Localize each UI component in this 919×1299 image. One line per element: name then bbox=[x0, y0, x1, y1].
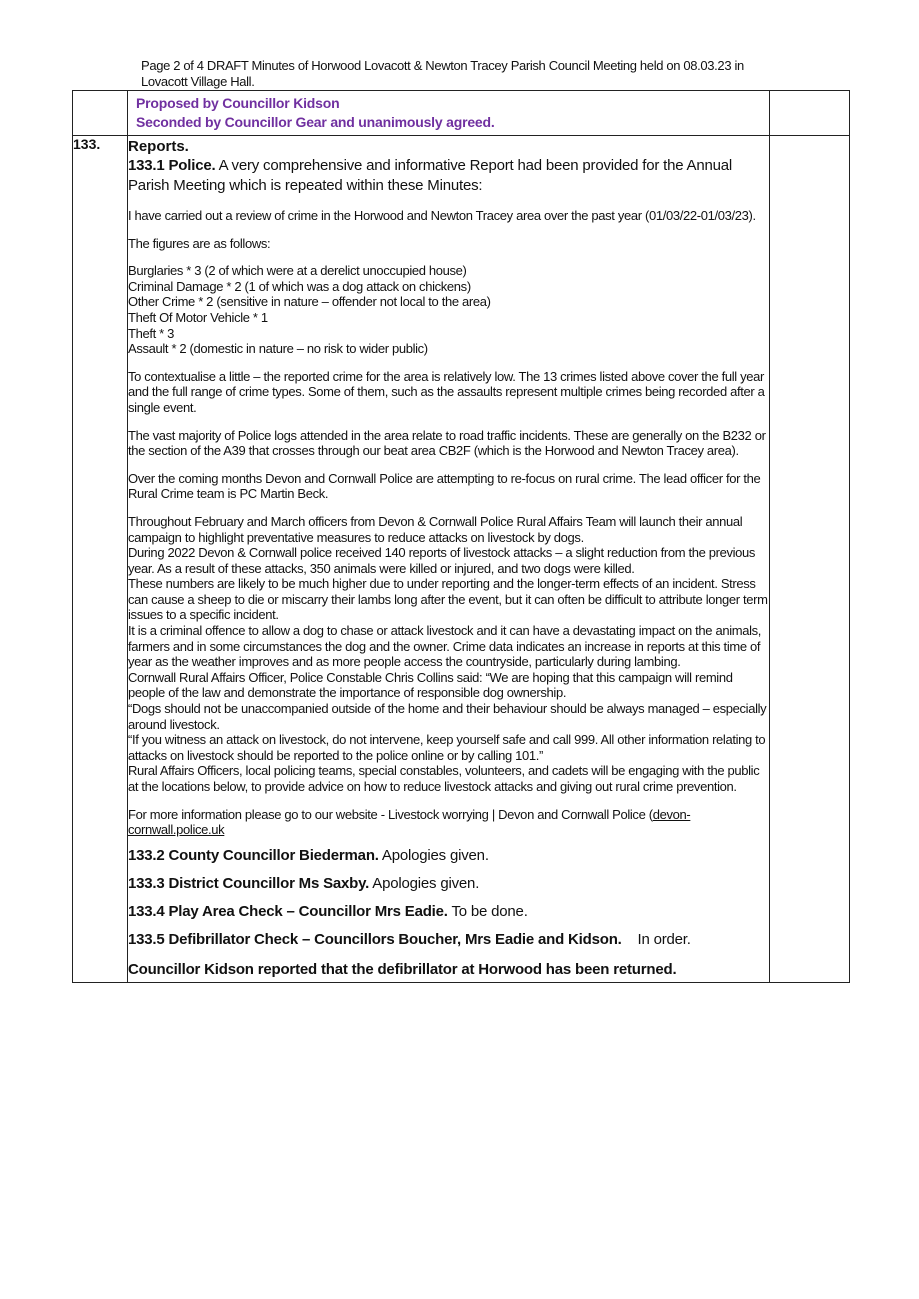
item-number-cell bbox=[73, 91, 128, 136]
subitem-text: Apologies given. bbox=[378, 846, 489, 864]
more-info-text: For more information please go to our website - Livestock worrying | Devon and Cornwall Police ( bbox=[128, 806, 653, 822]
page-header: Page 2 of 4 DRAFT Minutes of Horwood Lovacott & Newton Tracey Parish Council Meeting held on 08.03.23 in Lovacott Village Hall. bbox=[141, 58, 744, 89]
subitem-text: To be done. bbox=[447, 902, 528, 920]
item-content-cell bbox=[128, 136, 770, 983]
seconded-line: Seconded by Councillor Gear and unanimously agreed. bbox=[136, 114, 495, 130]
campaign-paragraph: Cornwall Rural Affairs Officer, Police Constable Chris Collins said: “We are hoping that this campaign will remind people of the law and demonstrate the importance of responsible dog ownership. bbox=[128, 669, 733, 701]
subitem-133-5 bbox=[128, 930, 769, 950]
subitem-133-2 bbox=[128, 846, 769, 866]
subitem-label: 133.2 County Councillor Biederman. bbox=[128, 846, 379, 864]
traffic-paragraph: The vast majority of Police logs attended in the area relate to road traffic incidents. These are generally on the B232 or the section of the A39 that crosses through our beat area CB2F (which is the Horwood and Newton Tracey area). bbox=[128, 427, 766, 459]
table-row bbox=[73, 136, 850, 983]
campaign-paragraph: Rural Affairs Officers, local policing teams, special constables, volunteers, and cadets will be engaging with the public at the locations below, to provide advice on how to reduce livestock attacks and giving out rural crime prevention. bbox=[128, 763, 760, 794]
police-label: 133.1 Police. bbox=[128, 157, 216, 174]
subitem-label: 133.3 District Councillor Ms Saxby. bbox=[128, 874, 370, 892]
campaign-section bbox=[128, 514, 769, 795]
reports-heading: Reports. bbox=[128, 138, 189, 155]
police-website-link[interactable]: devon-cornwall.police.uk bbox=[128, 806, 691, 838]
campaign-paragraph: Throughout February and March officers from Devon & Cornwall Police Rural Affairs Team will launch their annual campaign to highlight preventative measures to reduce attacks on livestock by dogs. bbox=[128, 513, 743, 545]
list-item: Burglaries * 3 (2 of which were at a derelict unoccupied house) bbox=[128, 263, 467, 279]
rural-crime-paragraph: Over the coming months Devon and Cornwall Police are attempting to re-focus on rural crime. The lead officer for the Rural Crime team is PC Martin Beck. bbox=[128, 470, 761, 502]
campaign-paragraph: “If you witness an attack on livestock, do not intervene, keep yourself safe and call 999. All other information relating to attacks on livestock should be reported to the police online or by calling 101.” bbox=[128, 732, 766, 763]
campaign-paragraph: It is a criminal offence to allow a dog to chase or attack livestock and it can have a devastating impact on the animals, farmers and in some circumstances the dog and the owner. Crime data indicates an increase in reports at this time of year as the weather improves and as more people access the countryside, particularly during lambing. bbox=[128, 623, 762, 670]
figures-intro: The figures are as follows: bbox=[128, 235, 271, 251]
figures-list bbox=[128, 263, 769, 357]
context-paragraph: To contextualise a little – the reported crime for the area is relatively low. The 13 crimes listed above cover the full year and the full range of crime types. Some of them, such as the assaults represent multiple crimes being recorded after a single event. bbox=[128, 368, 765, 415]
defibrillator-note: Councillor Kidson reported that the defibrillator at Horwood has been returned. bbox=[128, 960, 677, 978]
review-paragraph: I have carried out a review of crime in the Horwood and Newton Tracey area over the past year (01/03/22-01/03/23). bbox=[128, 208, 756, 223]
proposed-line: Proposed by Councillor Kidson bbox=[136, 95, 340, 111]
action-cell bbox=[770, 91, 850, 136]
campaign-paragraph: During 2022 Devon & Cornwall police received 140 reports of livestock attacks – a slight reduction from the previous year. As a result of these attacks, 350 animals were killed or injured, and two dogs were killed. bbox=[128, 545, 756, 576]
list-item: Theft Of Motor Vehicle * 1 bbox=[128, 309, 268, 325]
list-item: Other Crime * 2 (sensitive in nature – offender not local to the area) bbox=[128, 294, 491, 310]
list-item: Assault * 2 (domestic in nature – no risk to wider public) bbox=[128, 341, 428, 357]
campaign-paragraph: “Dogs should not be unaccompanied outside of the home and their behaviour should be always managed – especially around livestock. bbox=[128, 701, 767, 732]
police-text: A very comprehensive and informative Report had been provided for the Annual Parish Meeting which is repeated within these Minutes: bbox=[128, 157, 733, 194]
campaign-paragraph: These numbers are likely to be much higher due to under reporting and the longer-term effects of an incident. Stress can cause a sheep to die or miscarry their lambs long after the event, but it can often be difficult to attribute longer term issues to a specific incident. bbox=[128, 576, 768, 623]
subitem-text: In order. bbox=[621, 930, 691, 948]
subitem-133-3 bbox=[128, 874, 769, 894]
minutes-table bbox=[72, 90, 850, 983]
list-item: Theft * 3 bbox=[128, 325, 174, 341]
action-cell bbox=[770, 136, 850, 983]
police-report-intro bbox=[128, 156, 769, 196]
subitem-label: 133.4 Play Area Check – Councillor Mrs Eadie. bbox=[128, 902, 448, 920]
table-row bbox=[73, 91, 850, 136]
more-info-paragraph bbox=[128, 807, 769, 838]
subitem-label: 133.5 Defibrillator Check – Councillors Boucher, Mrs Eadie and Kidson. bbox=[128, 930, 622, 948]
item-content-cell bbox=[128, 91, 770, 136]
subitem-133-4 bbox=[128, 902, 769, 922]
list-item: Criminal Damage * 2 (1 of which was a dog attack on chickens) bbox=[128, 278, 471, 294]
item-number: 133. bbox=[73, 136, 128, 983]
subitem-text: Apologies given. bbox=[369, 874, 480, 892]
